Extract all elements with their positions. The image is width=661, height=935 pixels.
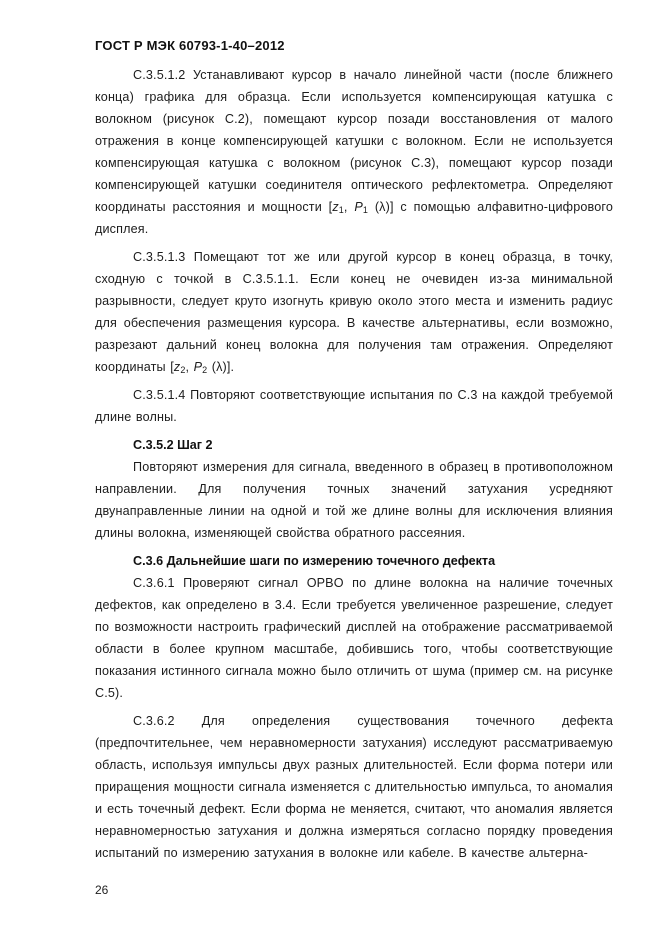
paragraph-c361: С.3.6.1 Проверяют сигнал OPBO по длине волокна на наличие точечных дефектов, как определено в 3.4. Если требуется увеличенное разрешение, следует по возможности настроить графический дисплей на отображение рассматриваемой области в более крупном масштабе, добившись того, чтобы соответствующие показания истинного сигнала можно было отличить от шума (пример см. на рисунке С.5). — [95, 576, 613, 700]
separator: , — [343, 200, 355, 214]
paragraph-c3513 — [95, 246, 613, 378]
paragraph-text: С.3.5.1.2 Устанавливают курсор в начало линейной части (после ближнего конца) графика для образца. Если используется компенсирующая катушка с волокном (рисунок С.2), помещают курсор позади восстановления от малого отражения в конце компенсирующей катушки с волокном. Если не используется компенсирующая катушка с волокном (рисунок С.3), помещают курсор позади компенсирующей катушки соединителя оптического рефлектометра. Определяют координаты расстояния и мощности [ — [95, 68, 613, 214]
paragraph-text-tail: (λ)]. — [207, 360, 235, 374]
variable-p: P — [193, 360, 203, 374]
standard-header: ГОСТ Р МЭК 60793-1-40–2012 — [95, 38, 285, 53]
variable-z: z — [173, 360, 181, 374]
paragraph-c3512 — [95, 64, 613, 240]
subscript: 2 — [180, 365, 186, 375]
page-number: 26 — [95, 883, 109, 897]
paragraph-c3514: С.3.5.1.4 Повторяют соответствующие испытания по С.3 на каждой требуемой длине волны. — [95, 388, 613, 424]
section-heading-c352: С.3.5.2 Шаг 2 — [133, 438, 213, 452]
paragraph-step2: Повторяют измерения для сигнала, введенного в образец в противоположном направлении. Для получения точных значений затухания усредняют двунаправленные линии на одной и той же длине волны для исключения влияния длины волокна, изменяющей свойства обратного рассеяния. — [95, 460, 613, 540]
paragraph-text: С.3.5.1.3 Помещают тот же или другой курсор в конец образца, в точку, сходную с точкой в С.3.5.1.1. Если конец не очевиден из-за минимальной разрывности, следует круто изогнуть кривую около этого места и изменить радиус для обеспечения размещения курсора. В качестве альтернативы, если возможно, разрезают дальний конец волокна для получения там отражения. Определяют координаты [ — [95, 250, 613, 374]
separator: , — [185, 360, 194, 374]
subscript: 1 — [338, 205, 344, 215]
page-content — [95, 64, 613, 870]
subscript: 2 — [202, 365, 208, 375]
variable-p: P — [354, 200, 363, 214]
paragraph-text-tail: (λ)] с помощью алфавитно-цифрового дисплея. — [95, 200, 613, 236]
variable-z: z — [332, 200, 339, 214]
section-heading-c36: С.3.6 Дальнейшие шаги по измерению точечного дефекта — [133, 554, 496, 568]
paragraph-c362: С.3.6.2 Для определения существования точечного дефекта (предпочтительнее, чем неравномерности затухания) исследуют рассматриваемую область, используя импульсы двух разных длительностей. Если форма потери или приращения мощности сигнала изменяется с длительностью импульса, то аномалия и есть точечный дефект. Если форма не меняется, считают, что аномалия является неравномерностью затухания и должна измеряться согласно порядку проведения испытаний по измерению затухания в волокне или кабеле. В качестве альтерна- — [95, 714, 613, 860]
subscript: 1 — [362, 205, 369, 215]
